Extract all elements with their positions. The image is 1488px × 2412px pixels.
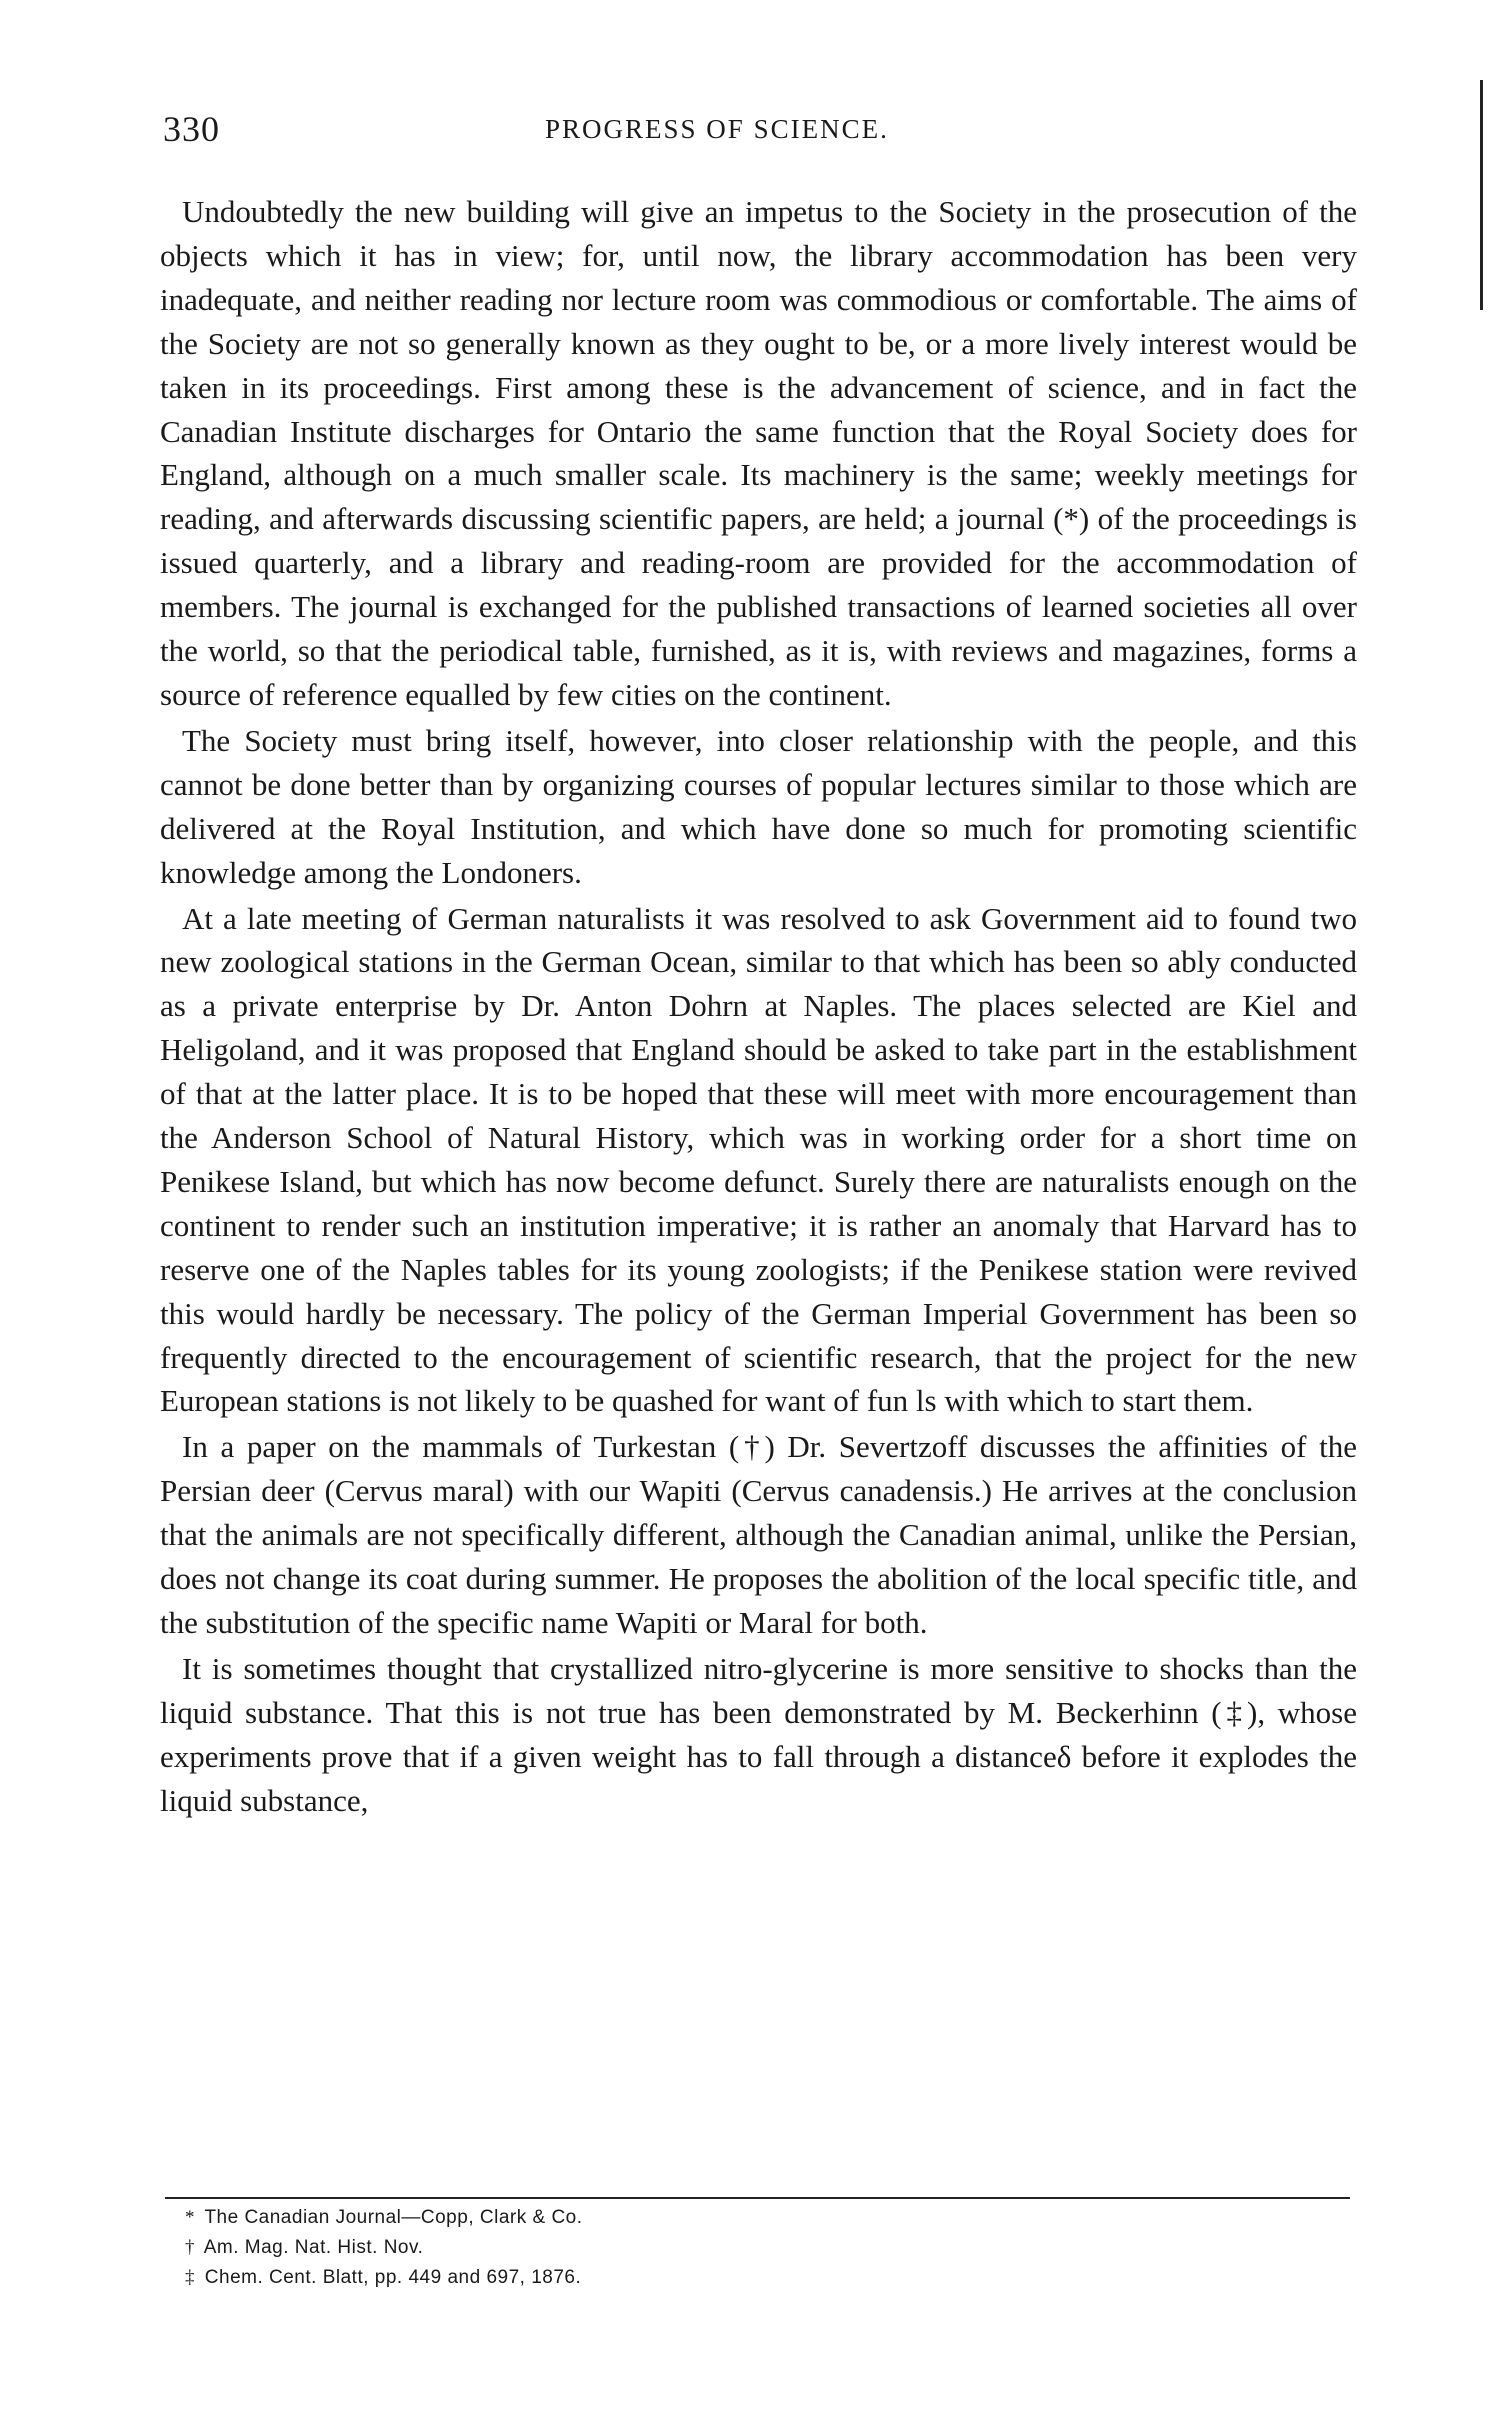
footnote-item bbox=[185, 2263, 1085, 2293]
page-header bbox=[163, 108, 1363, 158]
footnote-text: Am. Mag. Nat. Hist. Nov. bbox=[203, 2237, 424, 2258]
page-number: 330 bbox=[163, 109, 220, 149]
footnotes bbox=[185, 2203, 1085, 2293]
paragraph-nitro-glycerine: It is sometimes thought that crystallized nitro-glycerine is more sensitive to shocks than the liquid substance. That this is not true has been demonstrated by M. Beckerhinn (‡), whose experiments prove that if a given weight has to fall through a distanceδ before it explodes the liquid substance, bbox=[160, 1650, 1357, 1818]
footnote-mark: † bbox=[185, 2237, 195, 2258]
paragraph-persian-deer: In a paper on the mammals of Turkestan (†) Dr. Severtzoff discusses the affinities of the Persian deer (Cervus maral) with our Wapiti (Cervus canadensis.) He arrives at the conclusion that the animals are not specifically different, although the Canadian animal, unlike the Persian, does not change its coat during summer. He proposes the abolition of the local specific title, and the substitution of the specific name Wapiti or Maral for both. bbox=[160, 1429, 1357, 1640]
running-head: PROGRESS OF SCIENCE. bbox=[545, 114, 889, 144]
footnote-item bbox=[185, 2233, 1085, 2263]
body-text bbox=[160, 190, 1357, 1823]
page-edge-mark bbox=[1480, 80, 1483, 310]
footnote-mark: ‡ bbox=[185, 2267, 195, 2288]
footnote-text: Chem. Cent. Blatt, pp. 449 and 697, 1876. bbox=[204, 2267, 582, 2288]
footnote-text: The Canadian Journal—Copp, Clark & Co. bbox=[204, 2207, 583, 2228]
footnote-mark: * bbox=[185, 2207, 195, 2228]
footnote-divider bbox=[165, 2197, 1350, 2199]
paragraph-canadian-institute: Undoubtedly the new building will give an impetus to the Society in the prosecution of the objects which it has in view; for, until now, the library accommodation has been very inadequate, and neither reading nor lecture room was commodious or comfortable. The aims of the Society are not so generally known as they ought to be, or a more lively interest would be taken in its proceedings. First among these is the advancement of science, and in fact the Canadian Institute discharges for Ontario the same function that the Royal Society does for England, although on a much smaller scale. Its machinery is the same; weekly meetings for reading, and afterwards discussing scientific papers, are held; a journal (*) of the proceedings is issued quarterly, and a library and reading-room are provided for the accommodation of members. The journal is exchanged for the published transactions of learned societies all over the world, so that the periodical table, furnished, as it is, with reviews and magazines, forms a source of reference equalled by few cities on the continent. bbox=[160, 194, 1357, 712]
paragraph-zoological-stations: At a late meeting of German naturalists it was resolved to ask Government aid to found two new zoological stations in the German Ocean, similar to that which has been so ably conducted as a private enterprise by Dr. Anton Dohrn at Naples. The places selected are Kiel and Heligoland, and it was proposed that England should be asked to take part in the establishment of that at the latter place. It is to be hoped that these will meet with more encouragement than the Anderson School of Natural History, which was in working order for a short time on Penikese Island, but which has now become defunct. Surely there are naturalists enough on the continent to render such an institution imperative; it is rather an anomaly that Harvard has to reserve one of the Naples tables for its young zoologists; if the Penikese station were revived this would hardly be necessary. The policy of the German Imperial Government has been so frequently directed to the encouragement of scientific research, that the project for the new European stations is not likely to be quashed for want of fun ls with which to start them. bbox=[160, 900, 1357, 1419]
footnote-item bbox=[185, 2203, 1085, 2233]
paragraph-popular-lectures: The Society must bring itself, however, into closer relationship with the people, and this cannot be done better than by organizing courses of popular lectures similar to those which are delivered at the Royal Institution, and which have done so much for promoting scientific knowledge among the Londoners. bbox=[160, 722, 1357, 890]
